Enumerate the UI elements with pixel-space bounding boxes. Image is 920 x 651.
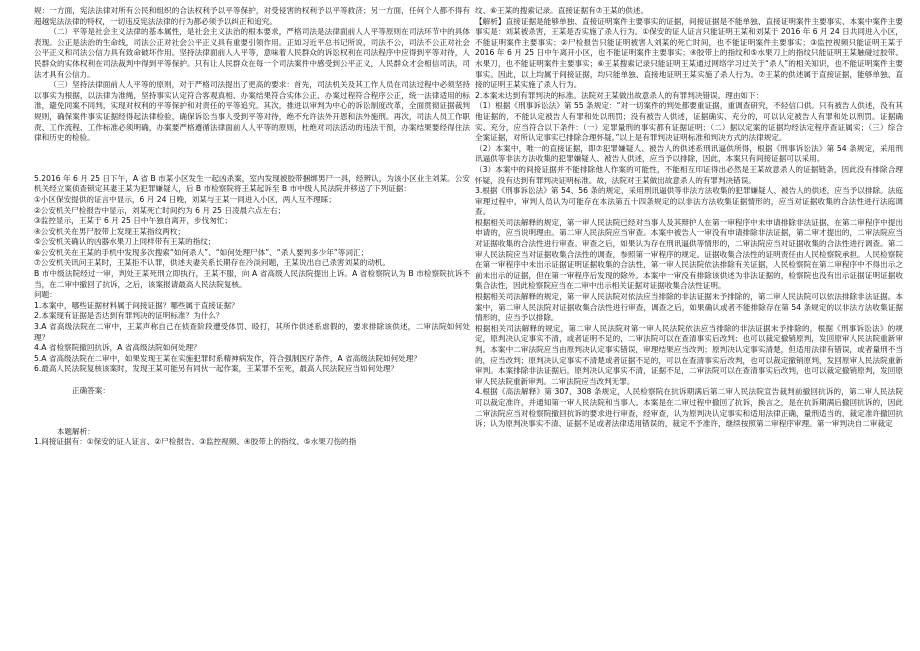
analysis-paragraph: （1）根据《刑事诉讼法》第 55 条规定：“对一切案件的判处都要重证据，重调查研究，不轻信口供。只有被告人供述，没有其他证据的，不能认定被告人有罪和处以刑罚；没有被告人供述，证据确实、充分的，可以认定被告人有罪和处以刑罚。证据确实、充分，应当符合以下条件：（一）定罪量刑的事实都有证据证明；（二）据以定案的证据均经法定程序查证属实；（三）综合全案证据，对所认定事实已排除合理怀疑。”以上是有罪判决证明标准和判决方式的法律规定。: [475, 101, 903, 143]
analysis-paragraph: 1.间接证据有：①保安的证人证言、②尸检报告、③监控视频、④胶带上的指纹、⑤水果刀伤的指: [34, 437, 357, 447]
case-description: 5.2016 年 6 月 25 日下午，A 省 B 市某小区发生一起凶杀案，室内发现被胶带捆绑男尸一具，经辨认，为该小区业主刘某。公安机关经立案侦查锁定其妻王某为犯罪嫌疑人，后 B 市检察院将王某起诉至 B 市中级人民法院并移送了下列证据：: [34, 173, 470, 194]
evidence-item: ②公安机关尸检报告中显示，刘某死亡时间约为 6 月 25 日凌晨六点左右；: [34, 205, 286, 215]
spacer: [34, 375, 470, 386]
analysis-paragraph: 根据相关司法解释的规定，第一审人民法院对依法应当排除的非法证据未予排除的，第二审人民法院可以依法排除非法证据。本案中，第二审人民法院对证据收集合法性进行审查，调查之后，如果确认或者不能排除存在第 54 条规定的以非法方法收集证据情形的，应当予以排除。: [475, 292, 903, 323]
analysis-paragraph: 纹、⑥王某的搜索记录。直接证据有⑦王某的供述。: [475, 6, 649, 15]
intro-paragraph: （二）平等是社会主义法律的基本属性，是社会主义法治的根本要求，严格司法是法律面前人人平等原则在司法环节中的具体表现。公正是法治的生命线，司法公正对社会公平正义具有重要引领作用。正如习近平总书记所说，司法不公，司法不公正对社会公平正义和司法公信力具有致命破坏作用。坚持法律面前人人平等，意味着人民群众的诉讼权利在司法程序中应得到平等对待，人民群众的实体权利在司法裁判中得到平等保护。只有让人民群众在每一个司法案件中感受到公平正义，人民群众才会相信司法，司法才具有公信力。: [34, 27, 470, 79]
analysis-paragraph: 3.根据《刑事诉讼法》第 54、56 条的规定，采用刑讯逼供等非法方法收集的犯罪嫌疑人、被告人的供述，应当予以排除。法庭审理过程中，审判人员认为可能存在本法第五十四条规定的以非法方法收集证据情形的，应当对证据收集的合法性进行法庭调查。: [475, 186, 903, 217]
evidence-item: ①小区保安提供的证言中显示，6 月 24 日晚，刘某与王某一同进入小区，两人互不理睬；: [34, 194, 336, 204]
spacer: [34, 397, 470, 427]
analysis-paragraph: 4.根据《高法解释》第 307、308 条规定，人民检察院在抗诉期满后第二审人民法院宣告裁判前撤回抗诉的，第二审人民法院可以裁定准许，并通知第一审人民法院和当事人。本案是在二审过程中撤回了抗诉，换言之，是在抗诉期满后撤回抗诉的，因此二审法院应当对检察院撤回抗诉的要求进行审查，经审查，认为原判决认定事实和适用法律正确，量刑适当的，裁定准许撤回抗诉；认为原判决事实不清、证据不足或者法律适用错误的，裁定不予准许，继续按照第二审程序审理。第一审判决自二审裁定: [475, 387, 903, 429]
analysis-paragraph: 2.本案未达到有罪判决的标准。法院对王某做出故意杀人的有罪判决错误。理由如下：: [475, 90, 764, 100]
analysis-label: 本题解析：: [56, 426, 95, 436]
question-item: 4.A 省检察院撤回抗诉，A 省高级法院如何处理？: [34, 343, 201, 353]
spacer: [34, 144, 470, 174]
questions-label: 问题：: [34, 290, 57, 300]
question-item: 6.最高人民法院复核该案时，发现王某可能另有同伙一起作案，王某罪不至死，最高人民法院应当如何处理？: [34, 364, 399, 374]
case-procedure: B 市中级法院经过一审，判处王某死刑立即执行，王某不服，向 A 省高级人民法院提出上诉。A 省检察院认为 B 市检察院抗诉不当，在二审中撤回了抗诉，之后，该案报请最高人民法院复核。: [34, 269, 470, 289]
analysis-paragraph: （2）本案中，唯一的直接证据，即⑦犯罪嫌疑人、被告人的供述系刑讯逼供所得，根据《刑事诉讼法》第 54 条规定，采用刑讯逼供等非法方法收集的犯罪嫌疑人、被告人供述，应当予以排除，因此，本案只有间接证据可以采用。: [475, 143, 903, 164]
question-item: 1.本案中，哪些证据材料属于间接证据？哪些属于直接证据？: [34, 300, 239, 310]
analysis-paragraph: （3）本案中的间接证据并不能排除他人作案的可能性，不能相互印证得出必然是王某故意杀人的证据链条，因此没有排除合理怀疑，没有达到有罪判决证明标准。故，法院对王某做出故意杀人的有罪判决错误。: [475, 164, 903, 185]
evidence-item: ⑥公安机关在王某的手机中发现多次搜索“如何杀人”、“如何处理尸体”、“杀人要判多少年”等词汇；: [34, 247, 369, 257]
answer-label: 正确答案：: [72, 386, 110, 395]
right-column: [475, 6, 903, 430]
evidence-item: ④公安机关在男尸胶带上发现王某指纹两枚；: [34, 226, 186, 236]
intro-paragraph: 规：一方面，宪法法律对所有公民和组织的合法权利予以平等保护，对受侵害的权利予以平等救济；另一方面，任何个人都不得有超越宪法法律的特权，一切违反宪法法律的行为都必须予以纠正和追究。: [34, 6, 470, 26]
evidence-item: ⑦公安机关讯问王某时，王某拒不认罪，供述夫妻关系长期存在冷淡问题，王某说出自己杀害刘某的动机。: [34, 258, 391, 268]
question-item: 2.本案现有证据是否达到有罪判决的证明标准？为什么？: [34, 311, 224, 321]
evidence-item: ⑤公安机关确认的凶器水果刀上同样带有王某的指纹；: [34, 237, 216, 247]
left-column: [34, 6, 470, 448]
analysis-paragraph: 【解析】直接证据是能够单独、直接证明案件主要事实的证据，间接证据是不能单独、直接证明案件主要事实、本案中案件主要事实是：刘某被杀害，王某是否实施了杀人行为。①保安的证人证言只能证明王某和刘某于 2016 年 6 月 24 日共同进入小区，不能证明案件主要事实；②尸检报告只能证明被害人刘某的死亡时间，也不能证明案件主要事实；③监控视频只能证明王某于 2016 年 6 月 25 日中午离开小区，也不能证明案件主要事实；④胶带上的指纹和⑤水果刀上的指纹只能证明王某触碰过胶带、水果刀，也不能证明案件主要事实；⑥王某搜索记录只能证明王某通过网络学习过关于“杀人”的相关知识，也不能证明案件主要事实。因此，以上均属于间接证据，均只能单独、直接地证明王某实施了杀人行为。⑦王某的供述属于直接证据，能够单独、直接的证明王某实施了杀人行为。: [475, 16, 903, 90]
intro-paragraph: （三）坚持法律面前人人平等的原则，对于严格司法提出了更高的要求：首先，司法机关及其工作人员在司法过程中必须坚持以事实为根据，以法律为准绳，坚持事实认定符合客观真相、办案结果符合实体公正、办案过程符合程序公正，统一法律适用的标准，避免同案不同判，实现对权利的平等保护和对责任的平等追究。其次，推进以审判为中心的诉讼制度改革，全面贯彻证据裁判规则，确保案件事实证据经得起法律检验，确保诉讼当事人受到平等对待，绝不允许法外开恩和法外施刑。再次，司法人员工作职责、工作流程、工作标准必须明确，办案要严格遵循法律面前人人平等的原则，杜绝对司法活动的违法干预，办案结果要经得住法律和历史的检验。: [34, 80, 470, 143]
evidence-item: ③监控显示，王某于 6 月 25 日中午独自离开，步伐匆忙；: [34, 216, 233, 226]
question-item: 3.A 省高级法院在二审中，王某声称自己在侦查阶段遭受体罚、殴打，其所作供述系虐假的，要求排除该供述，二审法院如何处理？: [34, 322, 470, 342]
question-item: 5.A 省高级法院在二审中，如果发现王某在实施犯罪时系精神病发作，符合强制医疗条件，A 省高级法院如何处理？: [34, 353, 421, 363]
analysis-paragraph: 根据相关司法解释的规定，第一审人民法院已经对当事人及其辩护人在第一审程序中未申请排除非法证据，在第二审程序中提出申请的，应当说明理由。第二审人民法院应当审查。本案中被告人一审没有申请排除非法证据，第二审才提出的，二审法院应当对证据收集的合法性进行审查。审查之后，如果认为存在刑讯逼供等情形的，二审法院应当对证据收集的合法性进行调查。第二审人民法院应当对证据收集合法性的调查，参照第一审程序的规定。证据收集合法性的证明责任由人民检察院承担。人民检察院在第一审程序中未出示证据证明证据收集的合法性，第一审人民法院依法排除有关证据，人民检察院在第二审程序中不得出示之前未出示的证据，但在第一审程序后发现的除外。本案中一审没有排除该供述为非法证据的，检察院也没有出示证据证明证据收集合法性，因此检察院应当在二审中出示相关证据对证据收集合法性证明。: [475, 217, 903, 291]
analysis-paragraph: 根据相关司法解释的规定，第二审人民法院对第一审人民法院依法应当排除的非法证据未予排除的，根据《刑事诉讼法》的规定，原判决认定事实不清，或者证明不足的，二审法院可以在查清事实后改判；也可以裁定撤销原判，发回原审人民法院重新审判。本案中二审法院应当由原判决认定事实错误，审理结果应当改判；原判决认定事实清楚，但适用法律有错误，或者量刑不当的，应当改判；原判决认定事实不清楚或者证据不足的，可以在查清事实后改判，也可以裁定撤销原判，发回原审人民法院重新审判。本案排除非法证据后，原判决认定事实不清，证据不足，二审法院可以在查清事实后改判，也可以裁定撤销原判，发回原审人民法院重新审判。二审法院应当改判无罪。: [475, 323, 903, 386]
